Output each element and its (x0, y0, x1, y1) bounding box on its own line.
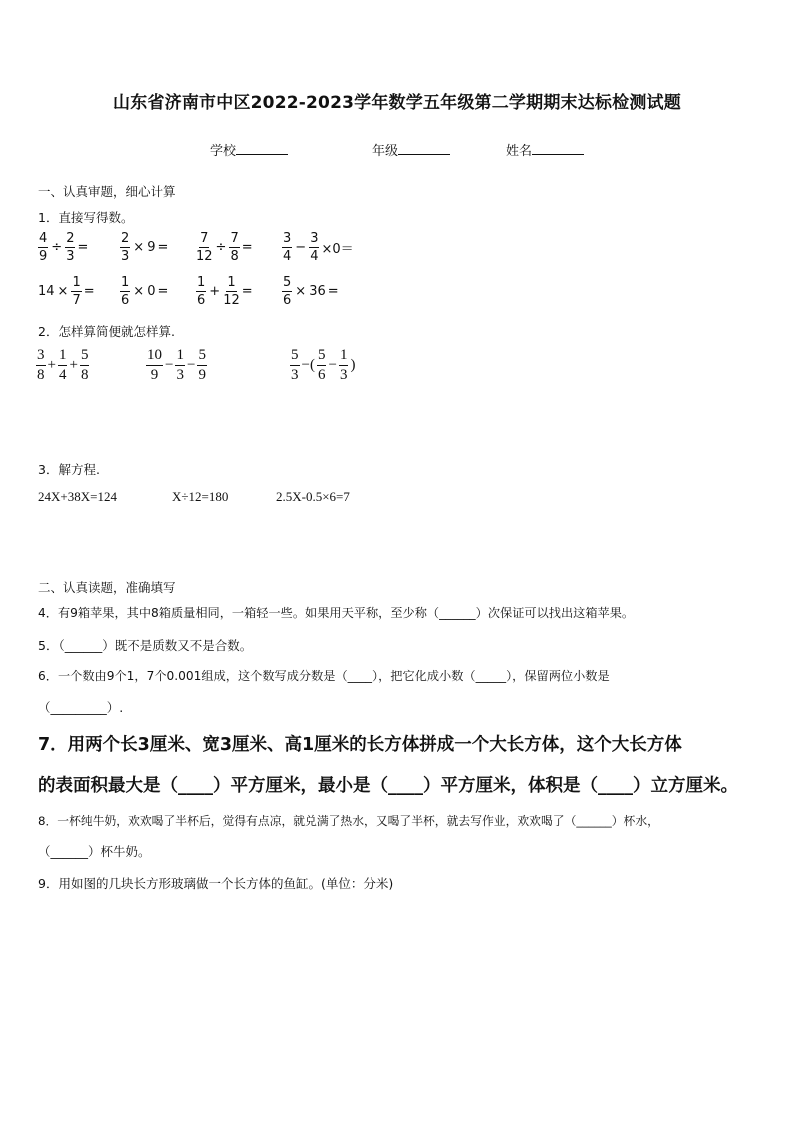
equals-sign: = (157, 284, 169, 299)
question-4: 4．有9箱苹果，其中8箱质量相同，一箱轻一些。如果用天平称，至少称（______）次保证可以找出这箱苹果。 (38, 606, 635, 620)
question-8-line1: 8．一杯纯牛奶，欢欢喝了半杯后，觉得有点凉，就兑满了热水，又喝了半杯，就去写作业，欢欢喝了（______）杯水， (38, 814, 659, 828)
operator: ÷ (51, 240, 63, 255)
fraction-denominator: 3 (339, 367, 348, 383)
fraction-denominator: 6 (283, 293, 292, 308)
equals-sign: = (241, 240, 253, 255)
mental-calc-item (196, 276, 253, 307)
fraction-numerator: 1 (58, 348, 68, 366)
fraction (36, 348, 46, 383)
fraction-numerator: 3 (36, 348, 46, 366)
operator: − (328, 357, 337, 373)
fraction-numerator: 2 (66, 231, 75, 246)
fraction-denominator: 6 (121, 293, 130, 308)
fraction-denominator: 3 (121, 249, 130, 264)
fraction (65, 232, 75, 263)
number: 14 (38, 284, 55, 299)
fraction-numerator: 7 (230, 231, 239, 246)
page-title: 山东省济南市中区2022-2023学年数学五年级第二学期期末达标检测试题 (113, 93, 681, 113)
operator: × (57, 284, 69, 299)
question-7-line1: 7．用两个长3厘米、宽3厘米、高1厘米的长方体拼成一个大长方体，这个大长方体 (38, 735, 682, 755)
operator: − (295, 240, 307, 255)
fraction-denominator: 6 (197, 293, 206, 308)
fraction (282, 232, 292, 263)
fraction-numerator: 1 (227, 275, 236, 290)
fraction (38, 232, 48, 263)
operator: × (133, 284, 145, 299)
fraction-numerator: 5 (283, 275, 292, 290)
mental-calc-item (282, 276, 339, 307)
fraction-numerator: 10 (146, 348, 163, 366)
simplify-expression (36, 348, 89, 383)
equals-sign: = (327, 284, 339, 299)
operator: + (69, 357, 78, 373)
fraction (196, 276, 206, 307)
fraction-denominator: 3 (176, 367, 184, 383)
fraction (120, 276, 130, 307)
q1-label: 1．直接写得数。 (38, 210, 134, 225)
equals-sign: = (83, 284, 95, 299)
equation-3: 2.5X-0.5×6=7 (276, 489, 350, 504)
fraction-numerator: 5 (197, 348, 207, 366)
q3-label: 3．解方程. (38, 462, 100, 477)
simplify-expression (146, 348, 207, 383)
mental-calc-item (120, 276, 168, 307)
operator: − (165, 357, 174, 373)
number: 0 (147, 284, 156, 299)
operator: × (133, 240, 145, 255)
operator: −( (301, 357, 315, 373)
fraction-denominator: 7 (72, 293, 81, 308)
fraction (317, 348, 327, 383)
fraction-numerator: 1 (121, 275, 130, 290)
simplify-expression (290, 348, 356, 383)
fraction (229, 232, 239, 263)
fraction-numerator: 5 (317, 348, 327, 366)
grade-blank[interactable] (398, 142, 450, 155)
operator: + (209, 284, 221, 299)
question-6-line2: （_________）. (38, 700, 124, 715)
fraction-denominator: 8 (230, 249, 239, 264)
close-paren: ) (350, 357, 356, 373)
fraction (339, 348, 349, 383)
fraction (175, 348, 185, 383)
grade-label: 年级 (372, 144, 399, 159)
mental-calc-item (196, 232, 253, 263)
operator: + (47, 357, 56, 373)
fraction-numerator: 4 (39, 231, 48, 246)
fraction-denominator: 12 (223, 293, 240, 308)
question-8-line2: （______）杯牛奶。 (38, 844, 151, 859)
fraction (223, 276, 240, 307)
fraction-numerator: 3 (310, 231, 319, 246)
mental-calc-item (282, 232, 354, 263)
section1-heading: 一、认真审题，细心计算 (38, 184, 176, 199)
fraction-denominator: 9 (39, 249, 48, 264)
number: 9 (147, 240, 156, 255)
mental-calc-item (120, 232, 168, 263)
fraction-numerator: 2 (121, 231, 130, 246)
fraction (146, 348, 163, 383)
fraction (290, 348, 300, 383)
fraction (282, 276, 292, 307)
name-label: 姓名 (506, 144, 533, 159)
fraction (196, 232, 213, 263)
fraction-numerator: 5 (80, 348, 90, 366)
number: 36 (309, 284, 326, 299)
equals-sign: = (157, 240, 169, 255)
fraction-denominator: 9 (150, 367, 159, 383)
fraction-denominator: 3 (291, 367, 299, 383)
q2-label: 2．怎样算简便就怎样算. (38, 324, 175, 339)
operator: − (186, 357, 196, 373)
fraction-numerator: 1 (197, 275, 206, 290)
question-7-line2: 的表面积最大是（____）平方厘米，最小是（____）平方厘米，体积是（____）立方厘米。 (38, 776, 738, 796)
fraction (197, 348, 207, 383)
fraction-denominator: 12 (196, 249, 213, 264)
fraction-numerator: 1 (175, 348, 185, 366)
equals-sign: = (77, 240, 89, 255)
fraction (58, 348, 68, 383)
fraction-numerator: 1 (72, 275, 81, 290)
school-field (210, 140, 288, 159)
fraction-denominator: 4 (283, 249, 292, 264)
fraction-denominator: 4 (310, 249, 319, 264)
name-field (506, 140, 584, 159)
equation-2: X÷12=180 (172, 489, 229, 504)
fraction-denominator: 4 (58, 367, 67, 383)
fraction-denominator: 6 (317, 367, 326, 383)
mental-calc-item (38, 276, 95, 307)
question-5: 5．（______）既不是质数又不是合数。 (38, 638, 253, 653)
grade-field (372, 140, 450, 159)
equals-sign: = (241, 284, 253, 299)
fraction-numerator: 3 (283, 231, 292, 246)
fraction (80, 348, 90, 383)
school-label: 学校 (210, 144, 237, 159)
name-blank[interactable] (532, 142, 584, 155)
school-blank[interactable] (236, 142, 288, 155)
fraction-numerator: 5 (290, 348, 300, 366)
fraction-denominator: 9 (198, 367, 206, 383)
equals-sign: ×0＝ (321, 242, 354, 257)
mental-calc-item (38, 232, 88, 263)
fraction-denominator: 8 (37, 367, 45, 383)
operator: × (295, 284, 307, 299)
question-9: 9．用如图的几块长方形玻璃做一个长方体的鱼缸。(单位：分米) (38, 876, 394, 891)
fraction-numerator: 7 (200, 231, 209, 246)
fraction (309, 232, 319, 263)
question-6-line1: 6．一个数由9个1，7个0.001组成，这个数写成分数是（____），把它化成小数（_____），保留两位小数是 (38, 669, 610, 683)
fraction (120, 232, 130, 263)
operator: ÷ (215, 240, 227, 255)
fraction (71, 276, 81, 307)
fraction-denominator: 8 (80, 367, 89, 383)
fraction-denominator: 3 (66, 249, 75, 264)
section2-heading: 二、认真读题，准确填写 (38, 580, 176, 595)
equation-1: 24X+38X=124 (38, 489, 117, 504)
fraction-numerator: 1 (339, 348, 349, 366)
